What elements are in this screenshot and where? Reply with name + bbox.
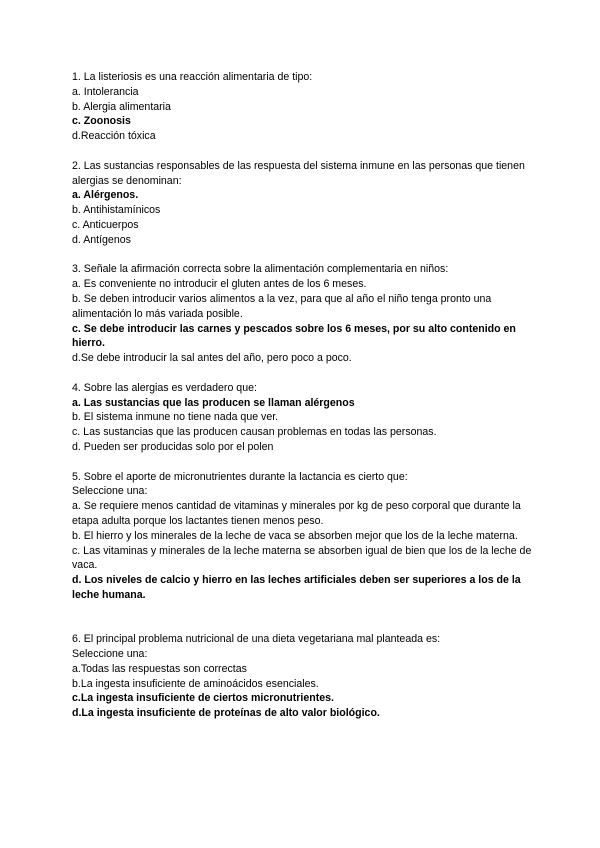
question-3-option-c-correct: c. Se debe introducir las carnes y pescados sobre los 6 meses, por su alto contenido en hierro. [72,322,516,350]
question-3-option-a: a. Es conveniente no introducir el gluten antes de los 6 meses. [72,278,367,291]
question-1-option-b: b. Alergia alimentaria [72,100,171,113]
question-4 [72,381,534,455]
question-3-option-b: b. Se deben introducir varios alimentos a la vez, para que al año el niño tenga pronto una alimentación lo más variada posible. [72,292,492,320]
question-2-option-a-correct: a. Alérgenos. [72,189,139,202]
question-4-option-d: d. Pueden ser producidas solo por el polen [72,440,274,453]
question-6-option-c-correct: c.La ingesta insuficiente de ciertos micronutrientes. [72,692,334,705]
question-3-stem: 3. Señale la afirmación correcta sobre la alimentación complementaria en niños: [72,263,449,276]
question-5 [72,470,534,603]
question-4-option-a-correct: a. Las sustancias que las producen se llaman alérgenos [72,396,355,409]
question-2-stem: 2. Las sustancias responsables de las respuesta del sistema inmune en las personas que tienen alergias se denominan: [72,159,525,187]
question-5-option-b: b. El hierro y los minerales de la leche de vaca se absorben mejor que los de la leche materna. [72,529,518,542]
question-3 [72,262,534,366]
question-6-instruction: Seleccione una: [72,648,148,661]
question-1-option-c-correct: c. Zoonosis [72,115,131,128]
question-2-option-d: d. Antígenos [72,233,131,246]
question-2 [72,159,534,248]
question-5-option-c: c. Las vitaminas y minerales de la leche materna se absorben igual de bien que los de la leche de vaca. [72,544,532,572]
question-4-option-b: b. El sistema inmune no tiene nada que ver. [72,411,279,424]
question-5-option-d-correct: d. Los niveles de calcio y hierro en las leches artificiales deben ser superiores a los de la leche humana. [72,574,521,601]
question-5-stem: 5. Sobre el aporte de micronutrientes durante la lactancia es cierto que: [72,470,408,483]
question-4-stem: 4. Sobre las alergias es verdadero que: [72,381,257,394]
quiz-content [72,70,534,736]
question-1-option-d: d.Reacción tóxica [72,130,156,143]
question-6-option-a: a.Todas las respuestas son correctas [72,662,247,675]
question-1-stem: 1. La listeriosis es una reacción alimentaria de tipo: [72,71,313,83]
question-5-option-a: a. Se requiere menos cantidad de vitaminas y minerales por kg de peso corporal que durante la etapa adulta porque los lactantes tienen menos peso. [72,500,521,527]
question-1 [72,70,534,144]
question-1-option-a: a. Intolerancia [72,85,139,98]
question-2-option-c: c. Anticuerpos [72,218,139,231]
question-5-instruction: Seleccione una: [72,485,148,498]
question-6 [72,632,534,721]
question-6-option-d-correct: d.La ingesta insuficiente de proteínas de alto valor biológico. [72,707,380,720]
question-6-stem: 6. El principal problema nutricional de una dieta vegetariana mal planteada es: [72,633,441,646]
question-2-option-b: b. Antihistamínicos [72,204,161,217]
question-4-option-c: c. Las sustancias que las producen causan problemas en todas las personas. [72,426,437,439]
question-6-option-b: b.La ingesta insuficiente de aminoácidos esenciales. [72,677,319,690]
question-3-option-d: d.Se debe introducir la sal antes del año, pero poco a poco. [72,352,352,365]
